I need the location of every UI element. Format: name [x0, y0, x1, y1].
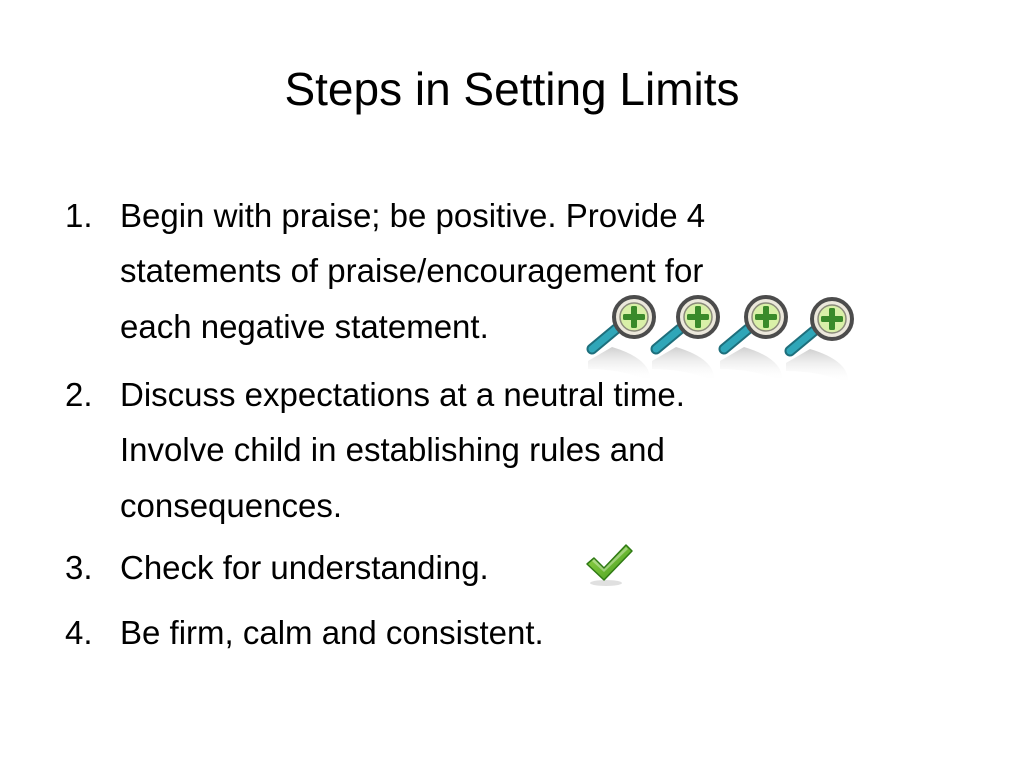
item-number: 2. — [65, 376, 93, 413]
item-line: Begin with praise; be positive. Provide 4 — [120, 197, 706, 234]
list-item-2 — [65, 367, 945, 533]
list-item-3 — [65, 540, 945, 595]
item-line: each negative statement. — [120, 307, 489, 345]
item-line: consequences. — [120, 486, 342, 524]
item-number: 3. — [65, 549, 93, 586]
item-line: Be firm, calm and consistent. — [120, 614, 544, 651]
item-number: 1. — [65, 197, 93, 234]
item-text — [120, 605, 945, 660]
item-number: 4. — [65, 614, 93, 651]
list-item-4 — [65, 605, 945, 660]
item-line: Check for understanding. — [120, 549, 489, 586]
item-line: Discuss expectations at a neutral time. — [120, 376, 685, 413]
checkmark-icon — [584, 542, 634, 588]
item-text — [120, 367, 945, 533]
item-line: Involve child in establishing rules and — [120, 431, 665, 469]
slide-title: Steps in Setting Limits — [284, 63, 740, 115]
magnifier-plus-icon — [780, 291, 860, 391]
item-text — [120, 540, 945, 595]
item-line: statements of praise/encouragement for — [120, 252, 704, 290]
